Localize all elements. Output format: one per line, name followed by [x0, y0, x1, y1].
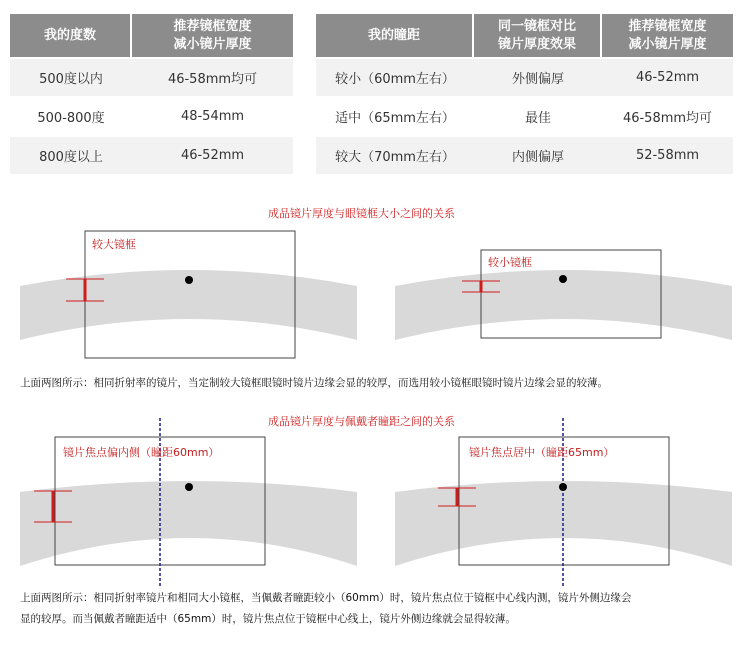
- header-text: 我的瞳距: [367, 27, 420, 43]
- table-cell: 46-52mm: [132, 135, 293, 174]
- header-text: 减小镜片厚度: [173, 36, 252, 52]
- header-text: 我的度数: [43, 27, 96, 43]
- focal-point: [559, 483, 567, 491]
- table-cell: 46-52mm: [602, 57, 733, 96]
- table-cell: 较大（70mm左右）: [316, 135, 474, 174]
- section2-caption-line2: 显的较厚。而当佩戴者瞳距适中（65mm）时，镜片焦点位于镜框中心线上，镜片外侧边缘就会显得较薄。: [20, 613, 516, 625]
- table-cell: 最佳: [474, 96, 602, 135]
- header-text: 推荐镜框宽度: [628, 18, 707, 34]
- lens-shape: [20, 481, 357, 566]
- table-cell: 500度以内: [10, 57, 132, 96]
- large-frame-label: 较大镜框: [92, 238, 136, 251]
- section1-caption: 上面两图所示：相同折射率的镜片，当定制较大镜框眼镜时镜片边缘会显的较厚，而选用较小镜框眼镜时镜片边缘会显的较薄。: [20, 377, 608, 389]
- header-text: 减小镜片厚度: [628, 36, 707, 52]
- table-cell: 46-58mm均可: [602, 96, 733, 135]
- header-text: 同一镜框对比: [497, 18, 576, 34]
- small-frame-label: 较小镜框: [488, 256, 532, 269]
- table-cell: 48-54mm: [132, 96, 293, 135]
- focal-point: [559, 275, 567, 283]
- table-cell: 较小（60mm左右）: [316, 57, 474, 96]
- table-cell: 内侧偏厚: [474, 135, 602, 174]
- diagram-small-frame: [395, 250, 732, 340]
- section1-title: 成品镜片厚度与眼镜框大小之间的关系: [268, 207, 455, 220]
- focus-centered-label: 镜片焦点居中（瞳距65mm）: [469, 446, 615, 459]
- table-cell: 外侧偏厚: [474, 57, 602, 96]
- table-cell: 500-800度: [10, 96, 132, 135]
- focal-point: [185, 276, 193, 284]
- section2-title: 成品镜片厚度与佩戴者瞳距之间的关系: [268, 415, 455, 428]
- diagram-large-frame: [20, 231, 357, 358]
- focal-point: [185, 483, 193, 491]
- focus-inward-label: 镜片焦点偏内侧（瞳距60mm）: [63, 446, 220, 459]
- section2-caption-line1: 上面两图所示：相同折射率镜片和相同大小镜框，当佩戴者瞳距较小（60mm）时，镜片焦点位于镜框中心线内测，镜片外侧边缘会: [20, 592, 632, 604]
- header-text: 推荐镜框宽度: [173, 18, 252, 34]
- table-cell: 46-58mm均可: [132, 57, 293, 96]
- table-cell: 52-58mm: [602, 135, 733, 174]
- header-text: 镜片厚度效果: [497, 36, 576, 52]
- table-cell: 适中（65mm左右）: [316, 96, 474, 135]
- table-cell: 800度以上: [10, 135, 132, 174]
